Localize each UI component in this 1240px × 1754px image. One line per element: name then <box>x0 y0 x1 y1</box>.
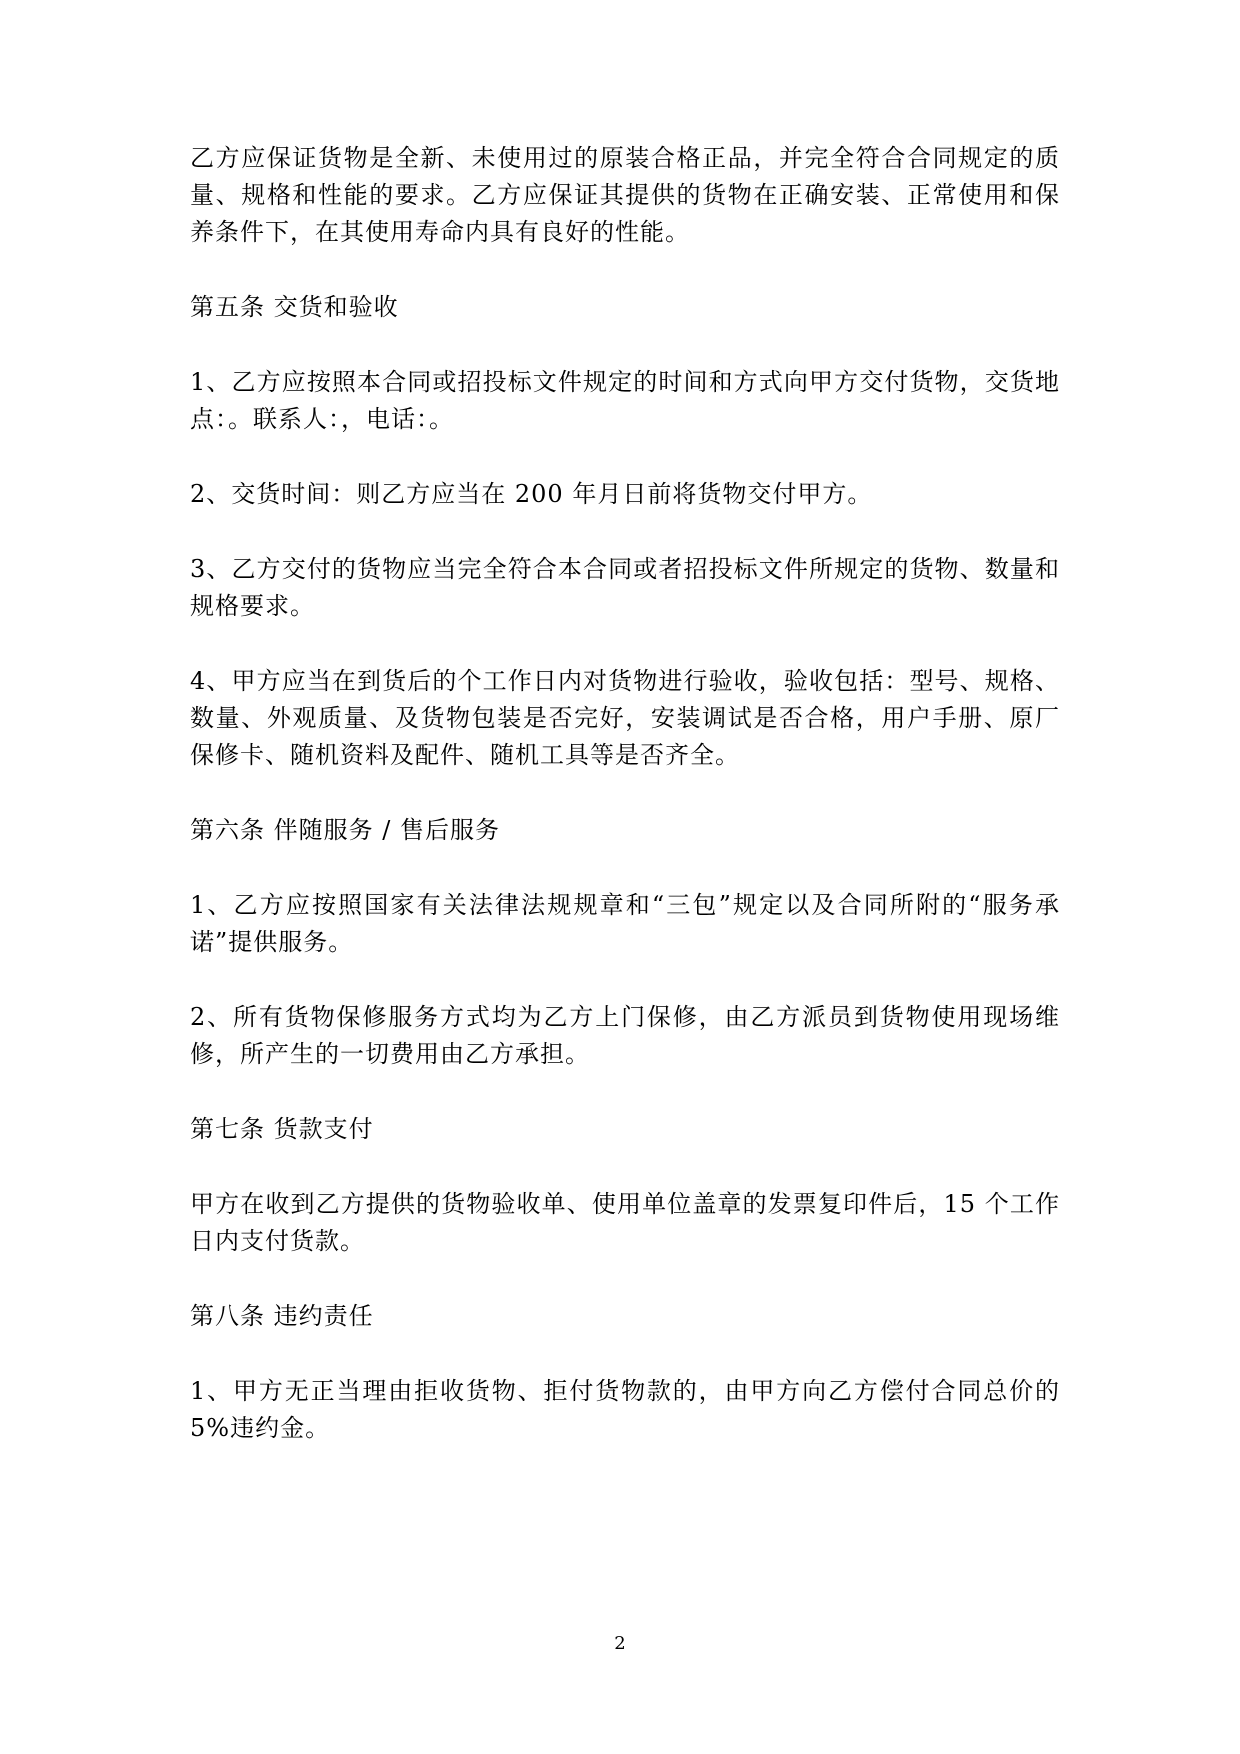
article-5-heading: 第五条 交货和验收 <box>190 293 399 321</box>
paragraph-warranty-service: 2、所有货物保修服务方式均为乙方上门保修，由乙方派员到货物使用现场维修，所产生的一切费用由乙方承担。 <box>190 1003 1060 1068</box>
paragraph-payment: 甲方在收到乙方提供的货物验收单、使用单位盖章的发票复印件后，15 个工作日内支付货款。 <box>190 1190 1060 1255</box>
article-7-heading: 第七条 货款支付 <box>190 1115 374 1143</box>
article-8-heading: 第八条 违约责任 <box>190 1302 374 1330</box>
paragraph-breach-liability: 1、甲方无正当理由拒收货物、拒付货物款的，由甲方向乙方偿付合同总价的5%违约金。 <box>190 1377 1060 1442</box>
article-6-heading: 第六条 伴随服务 / 售后服务 <box>190 816 500 844</box>
page-number: 2 <box>614 1633 626 1654</box>
paragraph-delivery-location: 1、乙方应按照本合同或招投标文件规定的时间和方式向甲方交付货物，交货地点：。联系人：，电话：。 <box>190 368 1060 433</box>
paragraph-delivery-time: 2、交货时间：则乙方应当在 200 年月日前将货物交付甲方。 <box>190 480 873 508</box>
paragraph-acceptance-inspection: 4、甲方应当在到货后的个工作日内对货物进行验收，验收包括：型号、规格、数量、外观质量、及货物包装是否完好，安装调试是否合格，用户手册、原厂保修卡、随机资料及配件、随机工具等是否齐全。 <box>190 667 1060 769</box>
paragraph-delivery-requirements: 3、乙方交付的货物应当完全符合本合同或者招投标文件所规定的货物、数量和规格要求。 <box>190 555 1060 620</box>
paragraph-service-commitment: 1、乙方应按照国家有关法律法规规章和“三包”规定以及合同所附的“服务承诺”提供服务。 <box>190 891 1060 956</box>
paragraph-quality-guarantee: 乙方应保证货物是全新、未使用过的原装合格正品，并完全符合合同规定的质量、规格和性能的要求。乙方应保证其提供的货物在正确安装、正常使用和保养条件下，在其使用寿命内具有良好的性能。 <box>190 144 1060 246</box>
document-body <box>190 140 1060 1485</box>
